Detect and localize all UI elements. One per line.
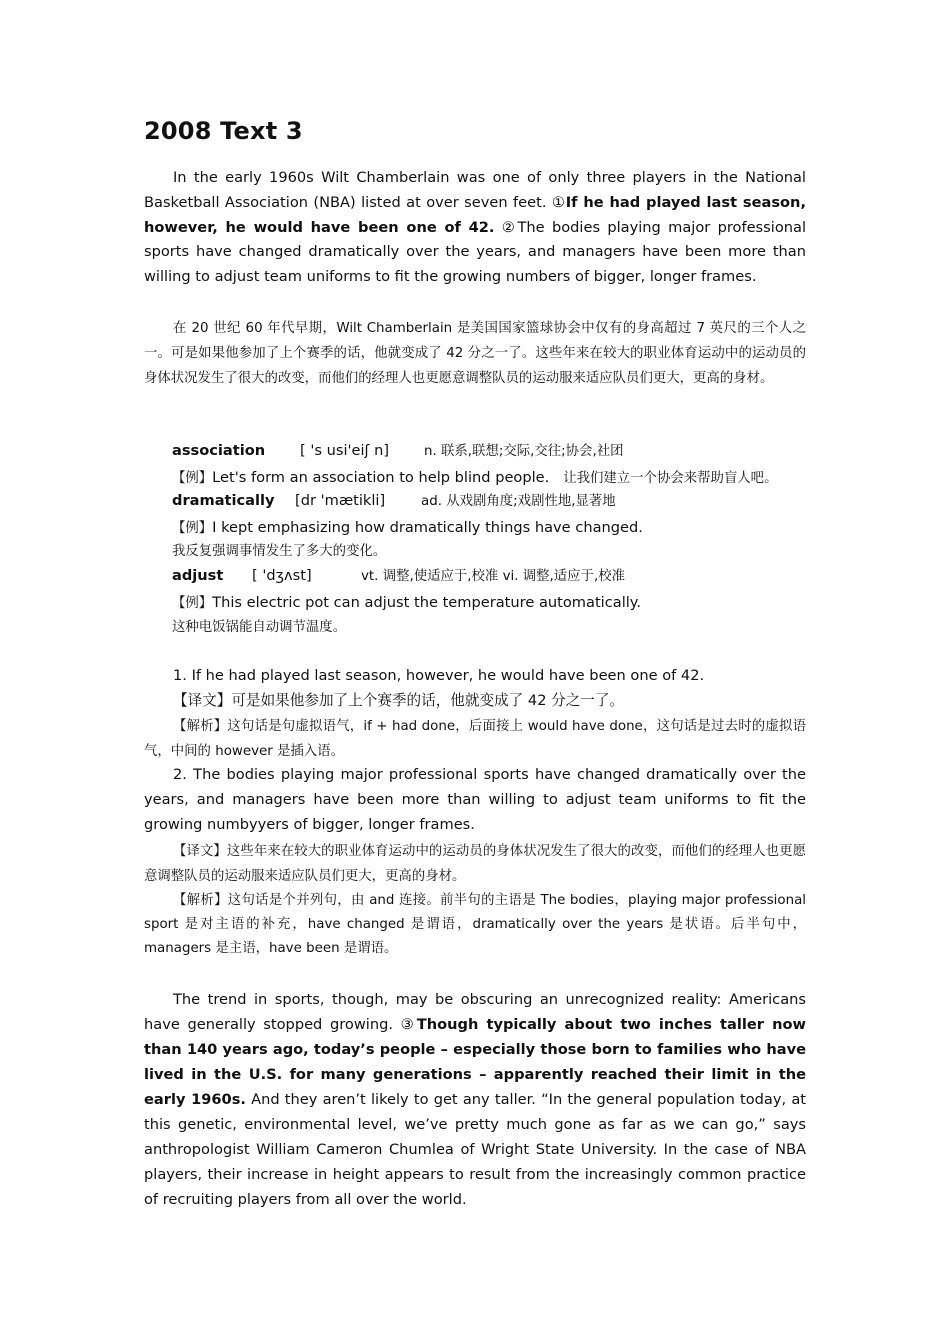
example-english: This electric pot can adjust the temperature automatically. [212, 594, 641, 611]
example-chinese: 我反复强调事情发生了多大的变化。 [172, 544, 387, 559]
example-english: Let's form an association to help blind people. [212, 469, 550, 486]
example-tag: 【例】 [172, 521, 213, 536]
vocab-word: dramatically [172, 492, 275, 509]
analysis-sentence-1: 1. If he had played last season, however, he would have been one of 42. [173, 667, 705, 684]
example-chinese: 让我们建立一个协会来帮助盲人吧。 [563, 471, 778, 486]
passage-text: ②The bodies playing major professional sports have changed dramatically over the years, and managers have been more than willing to adjust team uniforms to fit the growing numbers of bigger, longer frames. [144, 218, 806, 286]
example-tag: 【例】 [172, 471, 213, 486]
vocab-definition: vt. 调整,使适应于,校准 vi. 调整,适应于,校准 [361, 569, 625, 584]
analysis-explanation-2 [144, 889, 806, 962]
example-chinese: 这种电饭锅能自动调节温度。 [172, 620, 347, 635]
vocab-phonetic: [ 's usi'eiʃ n] [300, 442, 390, 459]
translation-paragraph-1: 在 20 世纪 60 年代早期，Wilt Chamberlain 是美国国家篮球协会中仅有的身高超过 7 英尺的三个人之一。可是如果他参加了上个赛季的话，他就变成了 42 分之一了。这些年来在较大的职业体育运动中的运动员的身体状况发生了很大的改变，而他们的经理人也更愿意调整队员的运动服来适应队员们更大，更高的身材。 [144, 321, 806, 386]
explanation-text: 这句话是句虚拟语气，if + had done，后面接上 would have done，这句话是过去时的虚拟语气，中间的 however 是插入语。 [144, 719, 806, 759]
passage-paragraph-2 [144, 987, 806, 1212]
vocab-entry-association [172, 439, 623, 464]
translation-tag: 【译文】 [173, 692, 232, 709]
vocab-word: association [172, 442, 266, 459]
analysis-translation-2 [144, 839, 806, 889]
example-tag: 【例】 [172, 596, 213, 611]
vocab-definition: ad. 从戏剧角度;戏剧性地,显著地 [421, 494, 616, 509]
vocab-phonetic: [ 'dʒʌst] [252, 567, 312, 584]
translation-tag: 【译文】 [173, 844, 227, 859]
vocab-definition: n. 联系,联想;交际,交往;协会,社团 [424, 444, 624, 459]
explanation-tag: 【解析】 [173, 893, 228, 908]
passage-text: The trend in sports, though, may be obscuring an unrecognized reality: Americans have generally stopped growing. ③ [144, 991, 806, 1033]
vocab-entry-dramatically [172, 489, 616, 514]
analysis-sentence-2: 2. The bodies playing major professional sports have changed dramatically over the years, and managers have been more than willing to adjust team uniforms to fit the growing numbyyers of bigger, longer frames. [144, 766, 806, 833]
passage-text: And they aren’t likely to get any taller. “In the general population today, at this genetic, environmental level, we’ve pretty much gone as far as we can go,” says anthropologist William Cameron Chumlea of Wright State University. In the case of NBA players, their increase in height appears to result from the increasingly common practice of recruiting players from all over the world. [144, 1091, 806, 1208]
vocab-word: adjust [172, 567, 224, 584]
vocab-example [172, 466, 777, 491]
analysis-explanation-1 [144, 714, 806, 764]
analysis-translation-1 [173, 689, 624, 713]
translation-text: 可是如果他参加了上个赛季的话，他就变成了 42 分之一了。 [231, 692, 625, 709]
vocab-entry-adjust [172, 564, 625, 589]
passage-text: In the early 1960s Wilt Chamberlain was one of only three players in the National Basketball Association (NBA) listed at over seven feet. ① [144, 169, 806, 211]
key-sentence-3: Though typically about two inches taller now than 140 years ago, today’s people – especially those born to families who have lived in the U.S. for many generations – apparently reached their limit in the early 1960s. [144, 1016, 806, 1108]
key-sentence-1: If he had played last season, however, he would have been one of 42. [144, 193, 806, 236]
vocab-example [172, 591, 641, 616]
passage-paragraph-1 [144, 166, 806, 290]
explanation-text: 这句话是个并列句，由 and 连接。前半句的主语是 The bodies，playing major professional sport 是对主语的补充，have changed 是谓语，dramatically over the years 是状语。后半句中，managers 是主语，have been 是谓语。 [144, 893, 806, 957]
translation-text: 这些年来在较大的职业体育运动中的运动员的身体状况发生了很大的改变，而他们的经理人也更愿意调整队员的运动服来适应队员们更大，更高的身材。 [144, 844, 807, 884]
example-english: I kept emphasizing how dramatically things have changed. [212, 519, 643, 536]
vocab-phonetic: [dr 'mætikli] [295, 492, 386, 509]
explanation-tag: 【解析】 [173, 719, 228, 734]
vocab-example [172, 516, 643, 541]
page-title: 2008 Text 3 [144, 117, 303, 145]
